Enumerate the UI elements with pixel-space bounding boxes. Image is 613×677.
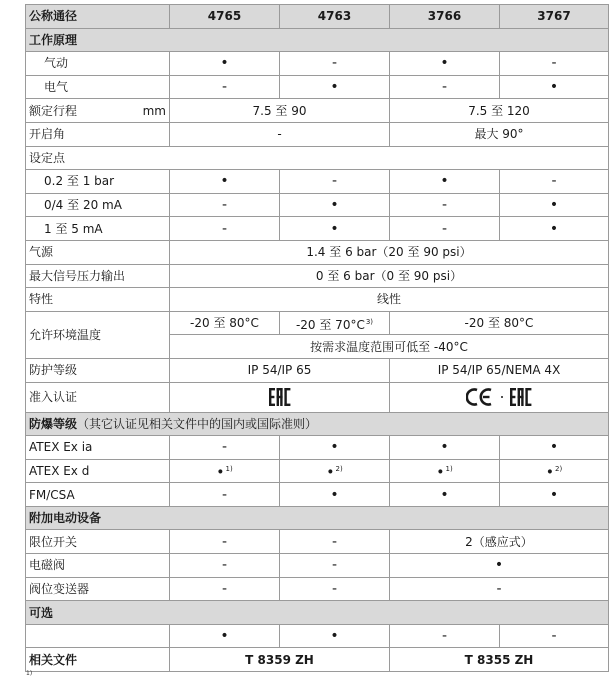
cell-all: 0 至 6 bar（0 至 90 psi） [170,264,609,288]
cell-4763 [280,459,390,483]
footnote-2: 2) [555,465,563,474]
cell-3766 [390,459,500,483]
cell-3766-3767 [390,382,609,412]
cell-4765: - [170,483,280,507]
row-setpoint-5ma [26,217,609,241]
section-explosion-label: 防爆等级 [29,416,78,431]
cell-4763 [280,311,390,335]
row-ambient-temp [26,311,609,335]
cell-4763: • [280,483,390,507]
row-pneumatic [26,52,609,76]
row-label: 0/4 至 20 mA [26,193,170,217]
cell-3766-3767: 2（感应式） [390,530,609,554]
row-opening-angle [26,122,609,146]
row-label: 0.2 至 1 bar [26,170,170,194]
cell-3767 [500,459,609,483]
row-label: 准入认证 [26,382,170,412]
section-optional [26,601,609,625]
header-model-3766: 3766 [390,5,500,29]
cell-4765 [170,459,280,483]
header-model-4765: 4765 [170,5,280,29]
cell-4765-4763: IP 54/IP 65 [170,358,390,382]
row-transmitter [26,577,609,601]
header-row [26,5,609,29]
section-explosion [26,412,609,436]
row-rated-travel [26,99,609,123]
cell-4765: - [170,577,280,601]
section-principle-title: 工作原理 [26,28,609,52]
cell-3767: - [500,52,609,76]
row-label: ATEX Ex ia [26,436,170,460]
cell-3766: • [390,52,500,76]
row-atex-ia [26,436,609,460]
cell-3766: - [390,217,500,241]
cell-4765: -20 至 80°C [170,311,280,335]
dot-mark: • [545,464,555,481]
cell-4765: - [170,217,280,241]
section-optional-title: 可选 [26,601,609,625]
section-addon [26,506,609,530]
temp-4763-text: -20 至 70°C [295,317,365,332]
footnote-2: 2) [335,465,343,474]
row-atex-d [26,459,609,483]
cell-4765-4763 [170,382,390,412]
row-label: 开启角 [26,122,170,146]
cell-4765: • [170,624,280,648]
cell-3766: • [390,436,500,460]
footnote-1: 1) [225,465,233,474]
cell-4765: • [170,170,280,194]
row-label: 阀位变送器 [26,577,170,601]
cell-all: 线性 [170,288,609,312]
cell-3766-3767: T 8355 ZH [390,648,609,672]
row-label: 防护等级 [26,358,170,382]
cell-3766: • [390,483,500,507]
dot-mark: • [436,464,445,481]
row-label: 允许环境温度 [26,311,170,358]
section-explosion-title [26,412,609,436]
eac-mark-icon [510,387,532,407]
row-approval [26,382,609,412]
cell-3766-3767: • [390,554,609,578]
section-addon-title: 附加电动设备 [26,506,609,530]
footnote-1: 1) [445,465,453,474]
cell-3767: • [500,483,609,507]
row-label [26,99,170,123]
cell-3767: • [500,436,609,460]
header-nominal-size: 公称通径 [26,5,170,29]
row-fm-csa [26,483,609,507]
cell-3766: - [390,75,500,99]
footnote-3: 3) [365,317,374,326]
row-label: 特性 [26,288,170,312]
cell-3766-3767: 7.5 至 120 [390,99,609,123]
cell-3767: • [500,193,609,217]
row-label: 1 至 5 mA [26,217,170,241]
row-setpoint-bar [26,170,609,194]
row-max-output [26,264,609,288]
header-model-4763: 4763 [280,5,390,29]
header-model-3767: 3767 [500,5,609,29]
row-label: 电磁阀 [26,554,170,578]
cell-3766: • [390,170,500,194]
row-label: 气源 [26,240,170,264]
cell-4765-4763: - [170,122,390,146]
row-label: 相关文件 [26,648,170,672]
row-label-text: 额定行程 [29,103,78,118]
row-label [26,624,170,648]
cell-3766-3767: 最大 90° [390,122,609,146]
row-setpoint-20ma [26,193,609,217]
cell-3766-3767: -20 至 80°C [390,311,609,335]
dot-mark: • [326,464,335,481]
row-label: 设定点 [26,146,609,170]
cell-4763: • [280,436,390,460]
cell-3766: - [390,193,500,217]
row-label: 电气 [26,75,170,99]
cell-4763: • [280,217,390,241]
cell-4765: - [170,75,280,99]
footnote-marker: 1) [26,670,33,677]
cell-3767: - [500,170,609,194]
cell-3767: • [500,217,609,241]
row-protection [26,358,609,382]
section-principle [26,28,609,52]
row-label: 最大信号压力输出 [26,264,170,288]
cell-4763: - [280,52,390,76]
unit-mm: mm [142,103,166,118]
cell-4765-4763: 7.5 至 90 [170,99,390,123]
row-label: ATEX Ex d [26,459,170,483]
row-label: 气动 [26,52,170,76]
cell-3766: - [390,624,500,648]
row-characteristic [26,288,609,312]
separator-dot [501,396,503,398]
cell-4763: • [280,193,390,217]
row-label: 限位开关 [26,530,170,554]
cell-4765: • [170,52,280,76]
row-electric [26,75,609,99]
cell-all: 按需求温度范围可低至 -40°C [170,335,609,359]
cell-4763: • [280,75,390,99]
row-setpoint [26,146,609,170]
positioner-spec-table [25,4,609,672]
row-related-docs [26,648,609,672]
cell-4765: - [170,193,280,217]
cell-3767: - [500,624,609,648]
ce-mark-icon [466,387,494,407]
cell-4763: - [280,577,390,601]
row-optional-values [26,624,609,648]
row-solenoid [26,554,609,578]
cell-3766-3767: IP 54/IP 65/NEMA 4X [390,358,609,382]
cell-4763: • [280,624,390,648]
row-limit-switch [26,530,609,554]
eac-mark-icon [269,387,291,407]
row-supply-air [26,240,609,264]
row-label: FM/CSA [26,483,170,507]
cell-4763: - [280,554,390,578]
cell-3766-3767: - [390,577,609,601]
cell-4765: - [170,436,280,460]
cell-3767: • [500,75,609,99]
cell-4765: - [170,554,280,578]
section-explosion-note: （其它认证见相关文件中的国内或国际准则） [77,416,318,431]
cell-all: 1.4 至 6 bar（20 至 90 psi） [170,240,609,264]
cell-4765: - [170,530,280,554]
cell-4763: - [280,170,390,194]
cell-4765-4763: T 8359 ZH [170,648,390,672]
cell-4763: - [280,530,390,554]
dot-mark: • [216,464,225,481]
